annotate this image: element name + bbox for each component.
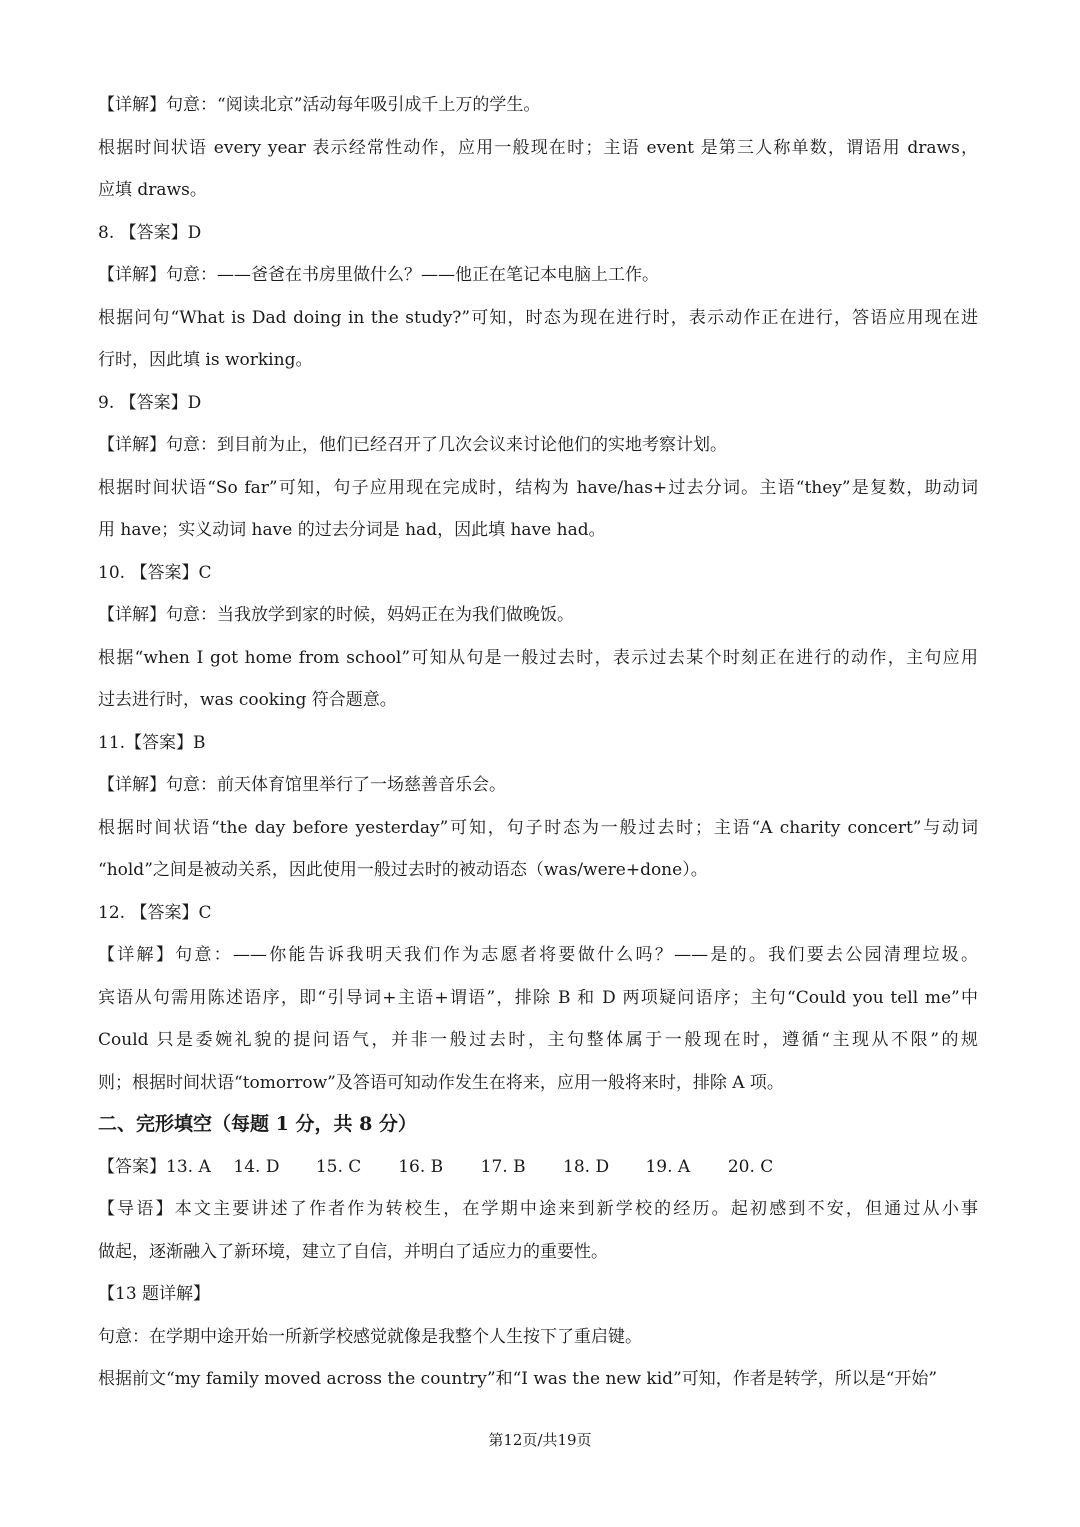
subsection-heading: 【13 题详解】 — [98, 1284, 211, 1304]
text-line: 【详解】句意：“阅读北京”活动每年吸引成千上万的学生。 — [98, 95, 541, 115]
text-line: Could 只是委婉礼貌的提问语气，并非一般过去时，主句整体属于一般现在时，遵循“主现从不限”的规 — [98, 1030, 978, 1050]
answer-key-item: 15. C — [315, 1157, 362, 1177]
text-line: 【导语】本文主要讲述了作者作为转校生，在学期中途来到新学校的经历。起初感到不安，但通过从小事 — [98, 1199, 978, 1219]
text-line: 应填 draws。 — [98, 180, 207, 200]
answer-key-item: 19. A — [645, 1157, 691, 1177]
answer-key-item: 16. B — [398, 1157, 444, 1177]
text-line: “hold”之间是被动关系，因此使用一般过去时的被动语态（was/were+done）。 — [98, 860, 708, 880]
text-line: 【详解】句意：——爸爸在书房里做什么？——他正在笔记本电脑上工作。 — [98, 265, 659, 285]
section-heading: 二、完形填空（每题 1 分，共 8 分） — [98, 1113, 417, 1135]
text-line: 行时，因此填 is working。 — [98, 350, 313, 370]
text-line: 【详解】句意：到目前为止，他们已经召开了几次会议来讨论他们的实地考察计划。 — [98, 435, 727, 455]
text-line: 根据前文“my family moved across the country”和“I was the new kid”可知，作者是转学，所以是“开始” — [98, 1369, 938, 1389]
text-line: 根据“when I got home from school”可知从句是一般过去时，表示过去某个时刻正在进行的动作，主句应用 — [98, 648, 978, 668]
text-line: 用 have；实义动词 have 的过去分词是 had，因此填 have had。 — [98, 520, 606, 540]
text-line: 宾语从句需用陈述语序，即“引导词+主语+谓语”，排除 B 和 D 两项疑问语序；主句“Could you tell me”中 — [98, 988, 978, 1008]
question-answer-12: 12. 【答案】C — [98, 903, 212, 923]
answer-key-lead: 【答案】13. A — [98, 1157, 211, 1177]
question-answer-10: 10. 【答案】C — [98, 563, 212, 583]
text-line: 【详解】句意：当我放学到家的时候，妈妈正在为我们做晚饭。 — [98, 605, 574, 625]
text-line: 【详解】句意：前天体育馆里举行了一场慈善音乐会。 — [98, 775, 506, 795]
text-line: 句意：在学期中途开始一所新学校感觉就像是我整个人生按下了重启键。 — [98, 1327, 642, 1347]
text-line: 过去进行时，was cooking 符合题意。 — [98, 690, 397, 710]
text-line: 根据问句“What is Dad doing in the study?”可知，时态为现在进行时，表示动作正在进行，答语应用现在进 — [98, 308, 978, 328]
question-answer-11: 11.【答案】B — [98, 733, 206, 753]
text-line: 【详解】句意：——你能告诉我明天我们作为志愿者将要做什么吗？——是的。我们要去公园清理垃圾。 — [98, 945, 978, 965]
answer-key-item: 20. C — [727, 1157, 774, 1177]
question-answer-8: 8. 【答案】D — [98, 223, 202, 243]
page-number-footer: 第12页/共19页 — [488, 1431, 592, 1449]
text-line: 根据时间状语“So far”可知，句子应用现在完成时，结构为 have/has+过去分词。主语“they”是复数，助动词 — [98, 478, 978, 498]
text-line: 根据时间状语 every year 表示经常性动作，应用一般现在时；主语 event 是第三人称单数，谓语用 draws， — [98, 138, 978, 158]
text-line: 做起，逐渐融入了新环境，建立了自信，并明白了适应力的重要性。 — [98, 1242, 608, 1262]
text-line: 则；根据时间状语“tomorrow”及答语可知动作发生在将来，应用一般将来时，排除 A 项。 — [98, 1073, 784, 1093]
answer-key-item: 17. B — [480, 1157, 526, 1177]
answer-key-row — [98, 1155, 805, 1179]
answer-key-item: 18. D — [563, 1157, 610, 1177]
text-line: 根据时间状语“the day before yesterday”可知，句子时态为一般过去时；主语“A charity concert”与动词 — [98, 818, 978, 838]
question-answer-9: 9. 【答案】D — [98, 393, 202, 413]
answer-key-item: 14. D — [233, 1157, 280, 1177]
